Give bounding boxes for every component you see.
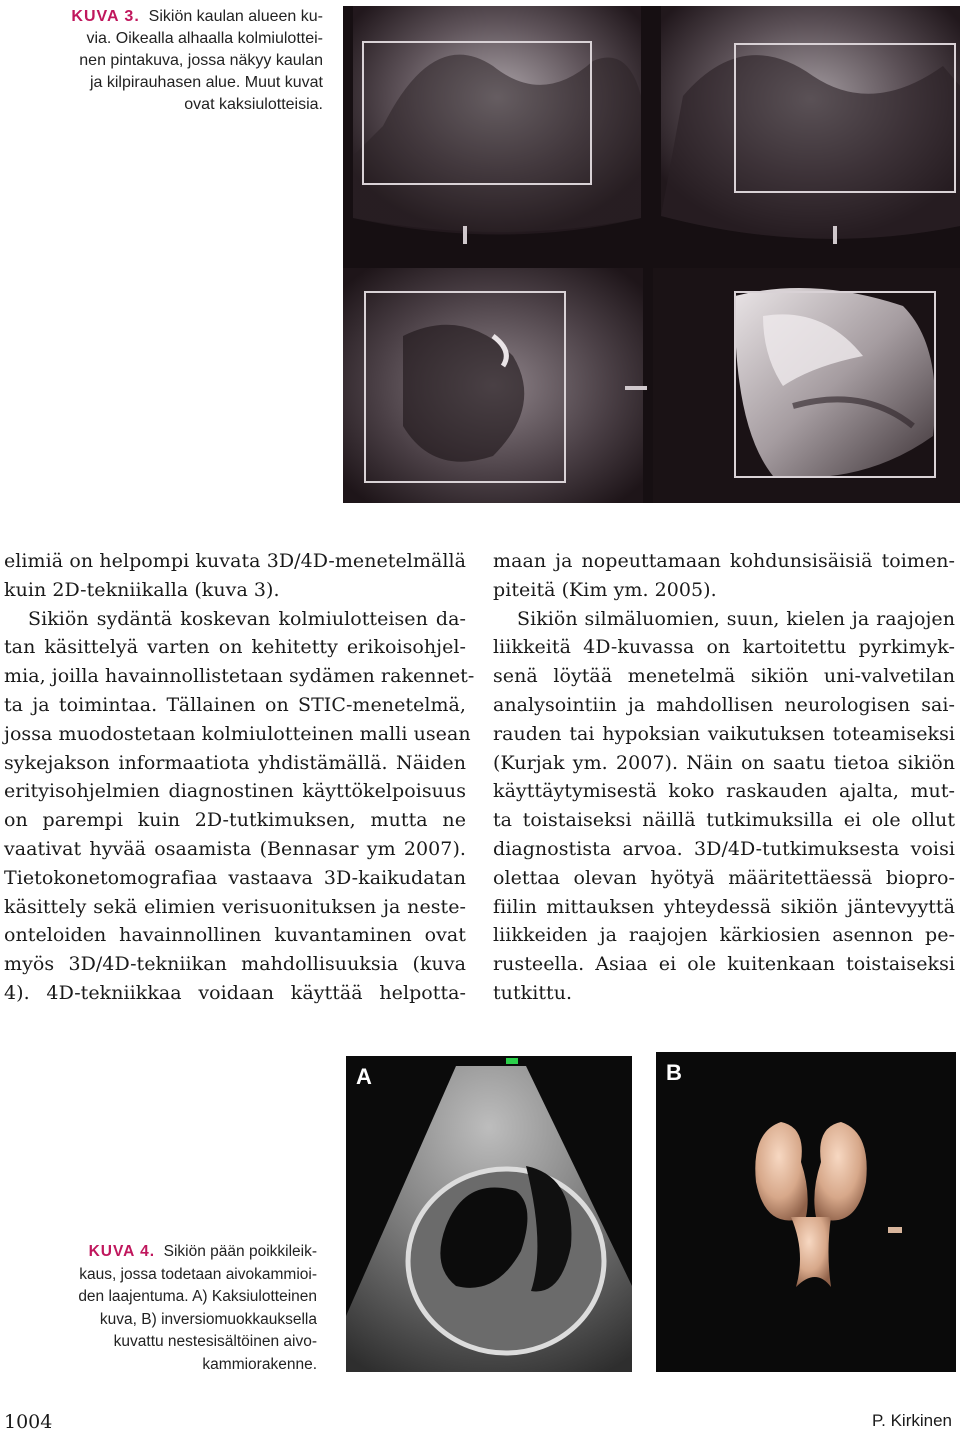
- text-line: Sikiön sydäntä koskevan kolmiulotteisen da-: [28, 607, 466, 630]
- figure-4-caption: [40, 1241, 317, 1376]
- text-line: olettaa olevan hyötyä määritettäessä biopro-: [493, 866, 955, 889]
- body-text-left-column: [4, 547, 475, 1008]
- figure-4-caption-line-1: KUVA 4. Sikiön pään poikkileik-: [88, 1243, 317, 1260]
- text-line: Sikiön silmäluomien, suun, kielen ja raajojen: [517, 607, 955, 630]
- text-line: fiilin mittauksen yhteydessä sikiön jäntevyyttä: [493, 895, 955, 918]
- text-line: käyttäytymisestä koko raskauden ajalta, mut-: [493, 780, 955, 803]
- figure-3-caption-line: via. Oikealla alhaalla kolmiulottei-: [86, 30, 323, 47]
- text-line: tan käsittelyä varten on kehitetty erikoisohjel-: [4, 636, 466, 659]
- figure-4-caption-line: kuvattu nestesisältöinen aivo-: [113, 1333, 317, 1350]
- text-line: jossa muodostetaan kolmiulotteinen malli usean: [4, 722, 471, 745]
- figure-4a-ultrasound-image: [346, 1056, 632, 1372]
- text-line: liikkeitä 4D-kuvassa on kartoitettu pyrkimyk-: [493, 636, 955, 659]
- text-line: käsittely sekä elimien verisuonituksen ja neste-: [4, 895, 466, 918]
- text-line: ta ja toimintaa. Tällainen on STIC-menetelmä,: [4, 693, 466, 716]
- text-line: rusteella. Asiaa ei ole kuitenkaan toistaiseksi: [493, 953, 955, 976]
- figure-3-caption-line: nen pintakuva, jossa näkyy kaulan: [79, 52, 323, 69]
- text-line: on parempi kuin 2D-tutkimuksen, mutta ne: [4, 809, 466, 832]
- text-line: analysointiin ja mahdollisen neurologisen sai-: [493, 693, 955, 716]
- text-line: mia, joilla havainnollistetaan sydämen rakennet-: [4, 665, 475, 688]
- text-line: liikkeiden ja raajojen kärkiosien asennon pe-: [493, 924, 955, 947]
- text-line: tutkittu.: [493, 981, 573, 1004]
- text-line: ta toistaiseksi näillä tutkimuksilla ei ole ollut: [493, 809, 955, 832]
- author-name: P. Kirkinen: [871, 1411, 952, 1430]
- figure-4-label: KUVA 4.: [88, 1243, 156, 1260]
- figure-4-caption-line: kammiorakenne.: [202, 1355, 317, 1373]
- figure-4-caption-line: den laajentuma. A) Kaksiulotteinen: [78, 1288, 317, 1305]
- text-line: maan ja nopeuttamaan kohdunsisäisiä toimen-: [493, 550, 955, 572]
- figure-4-caption-line: kaus, jossa todetaan aivokammioi-: [79, 1265, 317, 1283]
- text-line: rauden tai hypoksian vaikutuksen toteamiseksi: [493, 722, 955, 745]
- page-number: 1004: [4, 1411, 53, 1433]
- text-line: diagnostista arvoa. 3D/4D-tutkimuksesta voisi: [493, 837, 955, 860]
- text-line: piteitä (Kim ym. 2005).: [493, 578, 717, 601]
- figure-3-caption-line-1: KUVA 3. Sikiön kaulan alueen ku-: [71, 8, 323, 25]
- figure-4b-3d-rendering: [656, 1052, 956, 1372]
- text-line: kuin 2D-tekniikalla (kuva 3).: [4, 578, 280, 601]
- panel-label-b: B: [666, 1060, 682, 1085]
- text-line: myös 3D/4D-tekniikan mahdollisuuksia (kuva: [4, 953, 466, 976]
- figure-3-label: KUVA 3.: [71, 8, 140, 25]
- text-line: vaativat hyvää osaamista (Bennasar ym 2007).: [4, 837, 466, 860]
- figure-3-caption: [18, 6, 323, 116]
- figure-3-ultrasound-image: [343, 6, 960, 503]
- text-line: onteloiden havainnollinen kuvantaminen ovat: [4, 924, 466, 947]
- text-line: Tietokonetomografiaa vastaava 3D-kaikudatan: [4, 866, 466, 889]
- text-line: sykejakson informaatiota yhdistämällä. Näiden: [4, 751, 466, 774]
- figure-3-caption-line: ja kilpirauhasen alue. Muut kuvat: [89, 74, 323, 91]
- body-text-right-column: [493, 547, 955, 1008]
- panel-label-a: A: [356, 1064, 372, 1089]
- text-line: 4). 4D-tekniikkaa voidaan käyttää helpotta-: [4, 981, 466, 1004]
- figure-3-caption-line: ovat kaksiulotteisia.: [184, 96, 323, 113]
- text-line: elimiä on helpompi kuvata 3D/4D-menetelmällä: [4, 550, 466, 572]
- figure-4-caption-line: kuva, B) inversiomuokkauksella: [99, 1310, 317, 1328]
- text-line: senä löytää menetelmä sikiön uni-valvetilan: [493, 665, 955, 688]
- text-line: erityisohjelmien diagnostinen käyttökelpoisuus: [4, 780, 466, 803]
- text-line: (Kurjak ym. 2007). Näin on saatu tietoa sikiön: [493, 751, 955, 774]
